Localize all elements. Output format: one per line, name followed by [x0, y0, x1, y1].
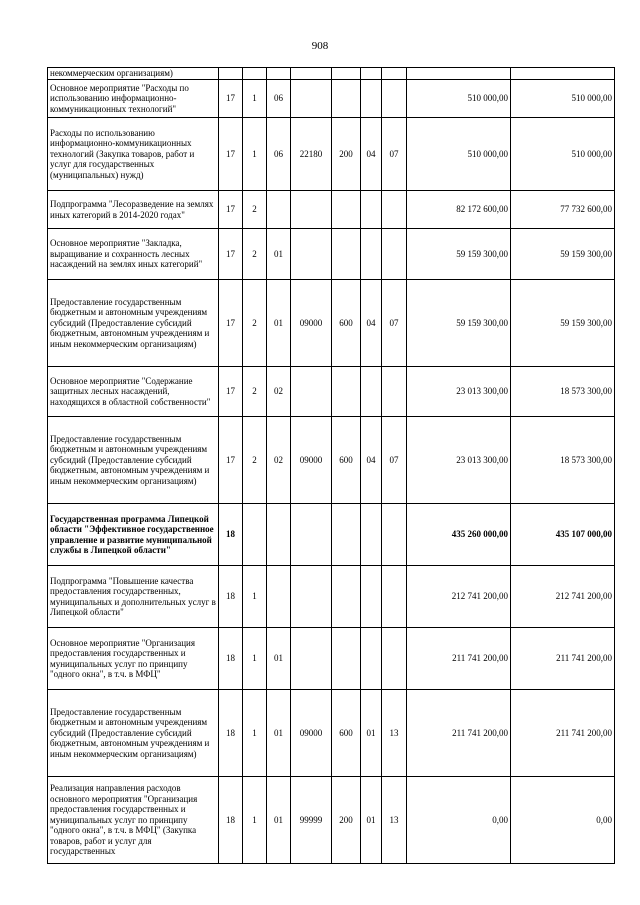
direction-code-cell: 09000: [291, 690, 332, 777]
row-name-cell: Основное мероприятие "Организация предоставления государственных и муниципальных услуг по принципу "одного окна", в т.ч. в МФЦ": [48, 628, 219, 690]
subsection-cell: [382, 566, 407, 628]
expense-type-cell: [332, 504, 361, 566]
section-cell: 04: [361, 417, 382, 504]
subprogram-code-cell: 1: [243, 566, 267, 628]
amount-year2-cell: 59 159 300,00: [511, 280, 615, 367]
subprogram-code-cell: 2: [243, 191, 267, 229]
amount-year1-cell: 23 013 300,00: [407, 417, 511, 504]
subprogram-code-cell: 2: [243, 229, 267, 280]
amount-year1-cell: 82 172 600,00: [407, 191, 511, 229]
program-code-cell: 18: [219, 628, 243, 690]
expense-type-cell: [332, 229, 361, 280]
program-code-cell: 18: [219, 777, 243, 864]
amount-year2-cell: 211 741 200,00: [511, 628, 615, 690]
measure-code-cell: 02: [267, 367, 291, 417]
program-code-cell: [219, 68, 243, 80]
amount-year2-cell: 510 000,00: [511, 80, 615, 118]
amount-year2-cell: 59 159 300,00: [511, 229, 615, 280]
program-code-cell: 18: [219, 690, 243, 777]
subprogram-code-cell: 1: [243, 777, 267, 864]
measure-code-cell: 01: [267, 628, 291, 690]
table-row: [48, 80, 615, 118]
amount-year2-cell: 211 741 200,00: [511, 690, 615, 777]
subsection-cell: [382, 229, 407, 280]
amount-year1-cell: 59 159 300,00: [407, 280, 511, 367]
amount-year1-cell: 211 741 200,00: [407, 690, 511, 777]
row-name-cell: Подпрограмма "Лесоразведение на землях иных категорий в 2014-2020 годах": [48, 191, 219, 229]
row-name-cell: Государственная программа Липецкой области "Эффективное государственное управление и развитие муниципальной службы в Липецкой области": [48, 504, 219, 566]
section-cell: 01: [361, 690, 382, 777]
subprogram-code-cell: 1: [243, 80, 267, 118]
program-code-cell: 18: [219, 504, 243, 566]
table-row: [48, 367, 615, 417]
subsection-cell: 07: [382, 118, 407, 191]
direction-code-cell: [291, 628, 332, 690]
amount-year2-cell: 510 000,00: [511, 118, 615, 191]
expense-type-cell: 600: [332, 417, 361, 504]
expense-type-cell: [332, 367, 361, 417]
program-code-cell: 17: [219, 417, 243, 504]
expense-type-cell: [332, 68, 361, 80]
direction-code-cell: 99999: [291, 777, 332, 864]
section-cell: [361, 566, 382, 628]
program-code-cell: 17: [219, 280, 243, 367]
section-cell: 01: [361, 777, 382, 864]
program-code-cell: 17: [219, 80, 243, 118]
section-cell: [361, 80, 382, 118]
expense-type-cell: [332, 566, 361, 628]
direction-code-cell: 09000: [291, 280, 332, 367]
amount-year1-cell: 510 000,00: [407, 80, 511, 118]
section-cell: [361, 628, 382, 690]
direction-code-cell: 09000: [291, 417, 332, 504]
subprogram-code-cell: 2: [243, 367, 267, 417]
amount-year1-cell: 435 260 000,00: [407, 504, 511, 566]
expense-type-cell: [332, 191, 361, 229]
expense-type-cell: 200: [332, 118, 361, 191]
subsection-cell: 07: [382, 417, 407, 504]
row-name-cell: Предоставление государственным бюджетным и автономным учреждениям субсидий (Предоставление субсидий бюджетным, автономным учреждениям и иным некоммерческим организациям): [48, 280, 219, 367]
measure-code-cell: 01: [267, 229, 291, 280]
subprogram-code-cell: 2: [243, 417, 267, 504]
program-code-cell: 17: [219, 118, 243, 191]
expense-type-cell: 600: [332, 690, 361, 777]
amount-year2-cell: 212 741 200,00: [511, 566, 615, 628]
subprogram-code-cell: 2: [243, 280, 267, 367]
page-number: 908: [311, 40, 329, 52]
row-name-cell: Основное мероприятие "Расходы по использованию информационно-коммуникационных технологий": [48, 80, 219, 118]
amount-year1-cell: 59 159 300,00: [407, 229, 511, 280]
section-cell: [361, 504, 382, 566]
expense-type-cell: 600: [332, 280, 361, 367]
amount-year1-cell: 0,00: [407, 777, 511, 864]
measure-code-cell: [267, 566, 291, 628]
subprogram-code-cell: 1: [243, 628, 267, 690]
amount-year2-cell: [511, 68, 615, 80]
expense-type-cell: [332, 628, 361, 690]
subprogram-code-cell: [243, 504, 267, 566]
amount-year2-cell: 77 732 600,00: [511, 191, 615, 229]
table-row: [48, 191, 615, 229]
direction-code-cell: 22180: [291, 118, 332, 191]
subprogram-code-cell: [243, 68, 267, 80]
table-row: [48, 566, 615, 628]
table-row: [48, 280, 615, 367]
amount-year1-cell: 212 741 200,00: [407, 566, 511, 628]
measure-code-cell: [267, 504, 291, 566]
row-name-cell: Основное мероприятие "Содержание защитных лесных насаждений, находящихся в областной собственности": [48, 367, 219, 417]
direction-code-cell: [291, 229, 332, 280]
amount-year2-cell: 18 573 300,00: [511, 417, 615, 504]
subsection-cell: [382, 191, 407, 229]
subsection-cell: [382, 504, 407, 566]
measure-code-cell: [267, 191, 291, 229]
subsection-cell: [382, 367, 407, 417]
amount-year1-cell: 510 000,00: [407, 118, 511, 191]
table-row: [48, 690, 615, 777]
row-name-cell: Реализация направления расходов основного мероприятия "Организация предоставления государственных и муниципальных услуг по принципу "одного окна", в т.ч. в МФЦ" (Закупка товаров, работ и услуг для государственных: [48, 777, 219, 864]
subsection-cell: 13: [382, 777, 407, 864]
section-cell: [361, 229, 382, 280]
program-code-cell: 18: [219, 566, 243, 628]
row-name-cell: некоммерческим организациям): [48, 68, 219, 80]
table-row: [48, 777, 615, 864]
table-row: [48, 229, 615, 280]
section-cell: [361, 68, 382, 80]
table-row: [48, 417, 615, 504]
expense-type-cell: [332, 80, 361, 118]
section-cell: 04: [361, 280, 382, 367]
direction-code-cell: [291, 504, 332, 566]
amount-year1-cell: 211 741 200,00: [407, 628, 511, 690]
amount-year2-cell: 435 107 000,00: [511, 504, 615, 566]
measure-code-cell: 01: [267, 777, 291, 864]
measure-code-cell: 02: [267, 417, 291, 504]
section-cell: [361, 367, 382, 417]
direction-code-cell: [291, 191, 332, 229]
row-name-cell: Предоставление государственным бюджетным и автономным учреждениям субсидий (Предоставление субсидий бюджетным, автономным учреждениям и иным некоммерческим организациям): [48, 690, 219, 777]
measure-code-cell: 06: [267, 80, 291, 118]
budget-table: [47, 67, 615, 864]
measure-code-cell: 01: [267, 280, 291, 367]
program-code-cell: 17: [219, 191, 243, 229]
subprogram-code-cell: 1: [243, 690, 267, 777]
subsection-cell: [382, 68, 407, 80]
expense-type-cell: 200: [332, 777, 361, 864]
row-name-cell: Расходы по использованию информационно-коммуникационных технологий (Закупка товаров, работ и услуг для государственных (муниципальных) нужд): [48, 118, 219, 191]
table-row: [48, 118, 615, 191]
table-row: [48, 504, 615, 566]
row-name-cell: Подпрограмма "Повышение качества предоставления государственных, муниципальных и дополнительных услуг в Липецкой области": [48, 566, 219, 628]
amount-year1-cell: [407, 68, 511, 80]
measure-code-cell: 01: [267, 690, 291, 777]
subsection-cell: 13: [382, 690, 407, 777]
program-code-cell: 17: [219, 229, 243, 280]
row-name-cell: Предоставление государственным бюджетным и автономным учреждениям субсидий (Предоставление субсидий бюджетным, автономным учреждениям и иным некоммерческим организациям): [48, 417, 219, 504]
direction-code-cell: [291, 367, 332, 417]
section-cell: [361, 191, 382, 229]
direction-code-cell: [291, 68, 332, 80]
row-name-cell: Основное мероприятие "Закладка, выращивание и сохранность лесных насаждений на землях иных категорий": [48, 229, 219, 280]
measure-code-cell: [267, 68, 291, 80]
subprogram-code-cell: 1: [243, 118, 267, 191]
amount-year2-cell: 18 573 300,00: [511, 367, 615, 417]
subsection-cell: [382, 628, 407, 690]
measure-code-cell: 06: [267, 118, 291, 191]
amount-year1-cell: 23 013 300,00: [407, 367, 511, 417]
direction-code-cell: [291, 566, 332, 628]
program-code-cell: 17: [219, 367, 243, 417]
table-row: [48, 68, 615, 80]
amount-year2-cell: 0,00: [511, 777, 615, 864]
subsection-cell: 07: [382, 280, 407, 367]
table-row: [48, 628, 615, 690]
direction-code-cell: [291, 80, 332, 118]
subsection-cell: [382, 80, 407, 118]
section-cell: 04: [361, 118, 382, 191]
